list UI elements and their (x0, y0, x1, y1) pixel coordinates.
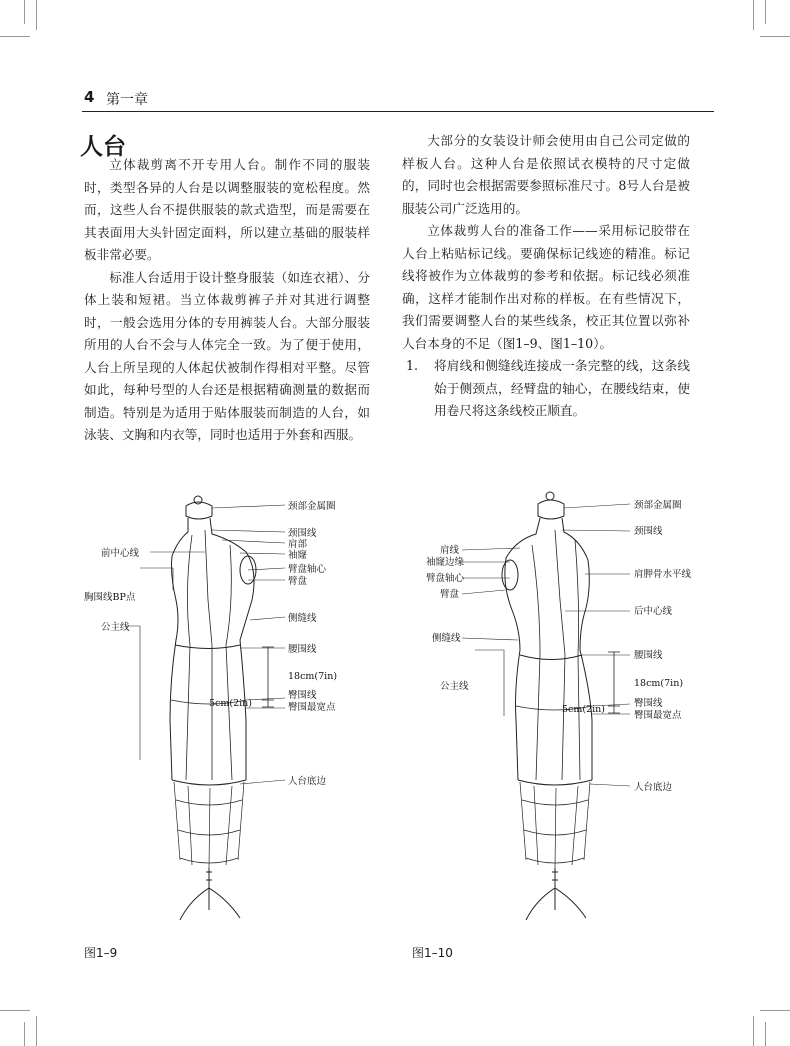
center-back-line (555, 530, 565, 780)
figure-caption: 图1–10 (412, 946, 453, 960)
paragraph: 立体裁剪人台的准备工作——采用标记胶带在人台上粘贴标记线。要确保标记线迹的精准。标记线将被作为立体裁剪的参考和依据。标记线必须准确，这样才能制作出对称的样板。在有些情况下，我们需要调整人台的某些线条，校正其位置以弥补人台本身的不足（图1–9、图1–10）。 (402, 223, 690, 351)
paragraph: 标准人台适用于设计整身服装（如连衣裙）、分体上装和短裙。当立体裁剪裤子并对其进行调整时，一般会选用分体的专用裤装人台。大部分服装所用的人台不会与人体完全一致。为了便于使用，人台上所呈现的人体起伏被制作得相对平整。尽管如此，每种号型的人台还是根据精确测量的数据而制造。特别是为适用于贴体服装而制造的人台，如泳装、文胸和内衣等，同时也适用于外套和西服。 (84, 269, 370, 442)
list-item-text: 将肩线和侧缝线连接成一条完整的线，这条线始于侧颈点，经臂盘的轴心，在腰线结束，使用卷尺将这条线校正顺直。 (434, 358, 690, 418)
label-arm-plate: 臂盘 (440, 589, 460, 600)
paragraph: 大部分的女装设计师会使用由自己公司定做的样板人台。这种人台是依照试衣模特的尺寸定做的，同时也会根据需要参照标准尺寸。8号人台是被服装公司广泛选用的。 (402, 133, 690, 216)
label-neckline: 颈围线 (288, 528, 317, 539)
label-hipline: 臀围线 (288, 690, 317, 701)
label-scapula-line: 肩胛骨水平线 (634, 569, 692, 580)
label-measure-18cm: 18cm(7in) (288, 671, 338, 682)
leaders-left (462, 548, 520, 716)
label-waistline: 腰围线 (288, 644, 317, 655)
label-waistline: 腰围线 (634, 650, 663, 661)
torso-outline-right (562, 518, 592, 780)
label-bust-bp: 胸围线BP点 (84, 592, 136, 603)
measure-18cm (608, 652, 620, 706)
neck-knob (546, 492, 554, 500)
label-armhole-edge: 袖窿边缘 (426, 557, 465, 568)
neck-cap (538, 500, 564, 519)
cage-bars (520, 782, 590, 868)
label-center-back: 后中心线 (634, 606, 673, 617)
chapter-title: 第一章 (106, 92, 148, 108)
label-neckline: 颈围线 (634, 526, 663, 537)
label-shoulder-line: 肩线 (440, 545, 460, 556)
leaders-right (562, 504, 630, 786)
label-hip-widest: 臀围最宽点 (634, 710, 682, 721)
label-neck-ring: 颈部金属圈 (288, 501, 336, 512)
figure-caption: 图1–9 (84, 946, 118, 960)
label-armhole: 袖窿 (288, 550, 308, 561)
stand-pole (552, 868, 558, 888)
label-neck-ring: 颈部金属圈 (634, 500, 682, 511)
label-side-seam: 侧缝线 (288, 613, 317, 624)
form-hem (518, 780, 592, 785)
label-hipline: 臀围线 (634, 698, 663, 709)
section-title: 人台 (80, 134, 126, 160)
label-arm-plate: 臂盘 (288, 576, 308, 587)
list-number: 1. (405, 358, 418, 373)
measure-5cm (608, 706, 620, 713)
label-princess-line: 公主线 (440, 681, 469, 692)
label-side-seam: 侧缝线 (432, 633, 461, 644)
label-center-front: 前中心线 (101, 548, 140, 559)
label-form-hem: 人台底边 (634, 782, 673, 793)
waist-line (520, 655, 582, 660)
label-measure-5cm: 5cm(2in) (562, 704, 605, 715)
label-arm-plate-axis: 臂盘轴心 (426, 573, 465, 584)
label-measure-5cm: 5cm(2in) (209, 698, 252, 709)
label-hip-widest: 臀围最宽点 (288, 702, 336, 713)
label-arm-plate-axis: 臂盘轴心 (288, 564, 327, 575)
paragraph: 立体裁剪离不开专用人台。制作不同的服装时，类型各异的人台是以调整服装的宽松程度。然而，这些人台不提供服装的款式造型，而是需要在其表面用大头针固定面料，所以建立基础的服装样板非常必要。 (84, 157, 370, 262)
page-number: 4 (84, 88, 95, 106)
torso-outline-left (505, 518, 540, 780)
stand-legs (526, 888, 586, 920)
label-measure-18cm: 18cm(7in) (634, 678, 684, 689)
princess-line-left (532, 545, 540, 780)
label-shoulder: 肩部 (288, 539, 308, 550)
label-princess-line: 公主线 (101, 622, 130, 633)
princess-line-right (575, 540, 580, 780)
label-form-hem: 人台底边 (288, 776, 327, 787)
